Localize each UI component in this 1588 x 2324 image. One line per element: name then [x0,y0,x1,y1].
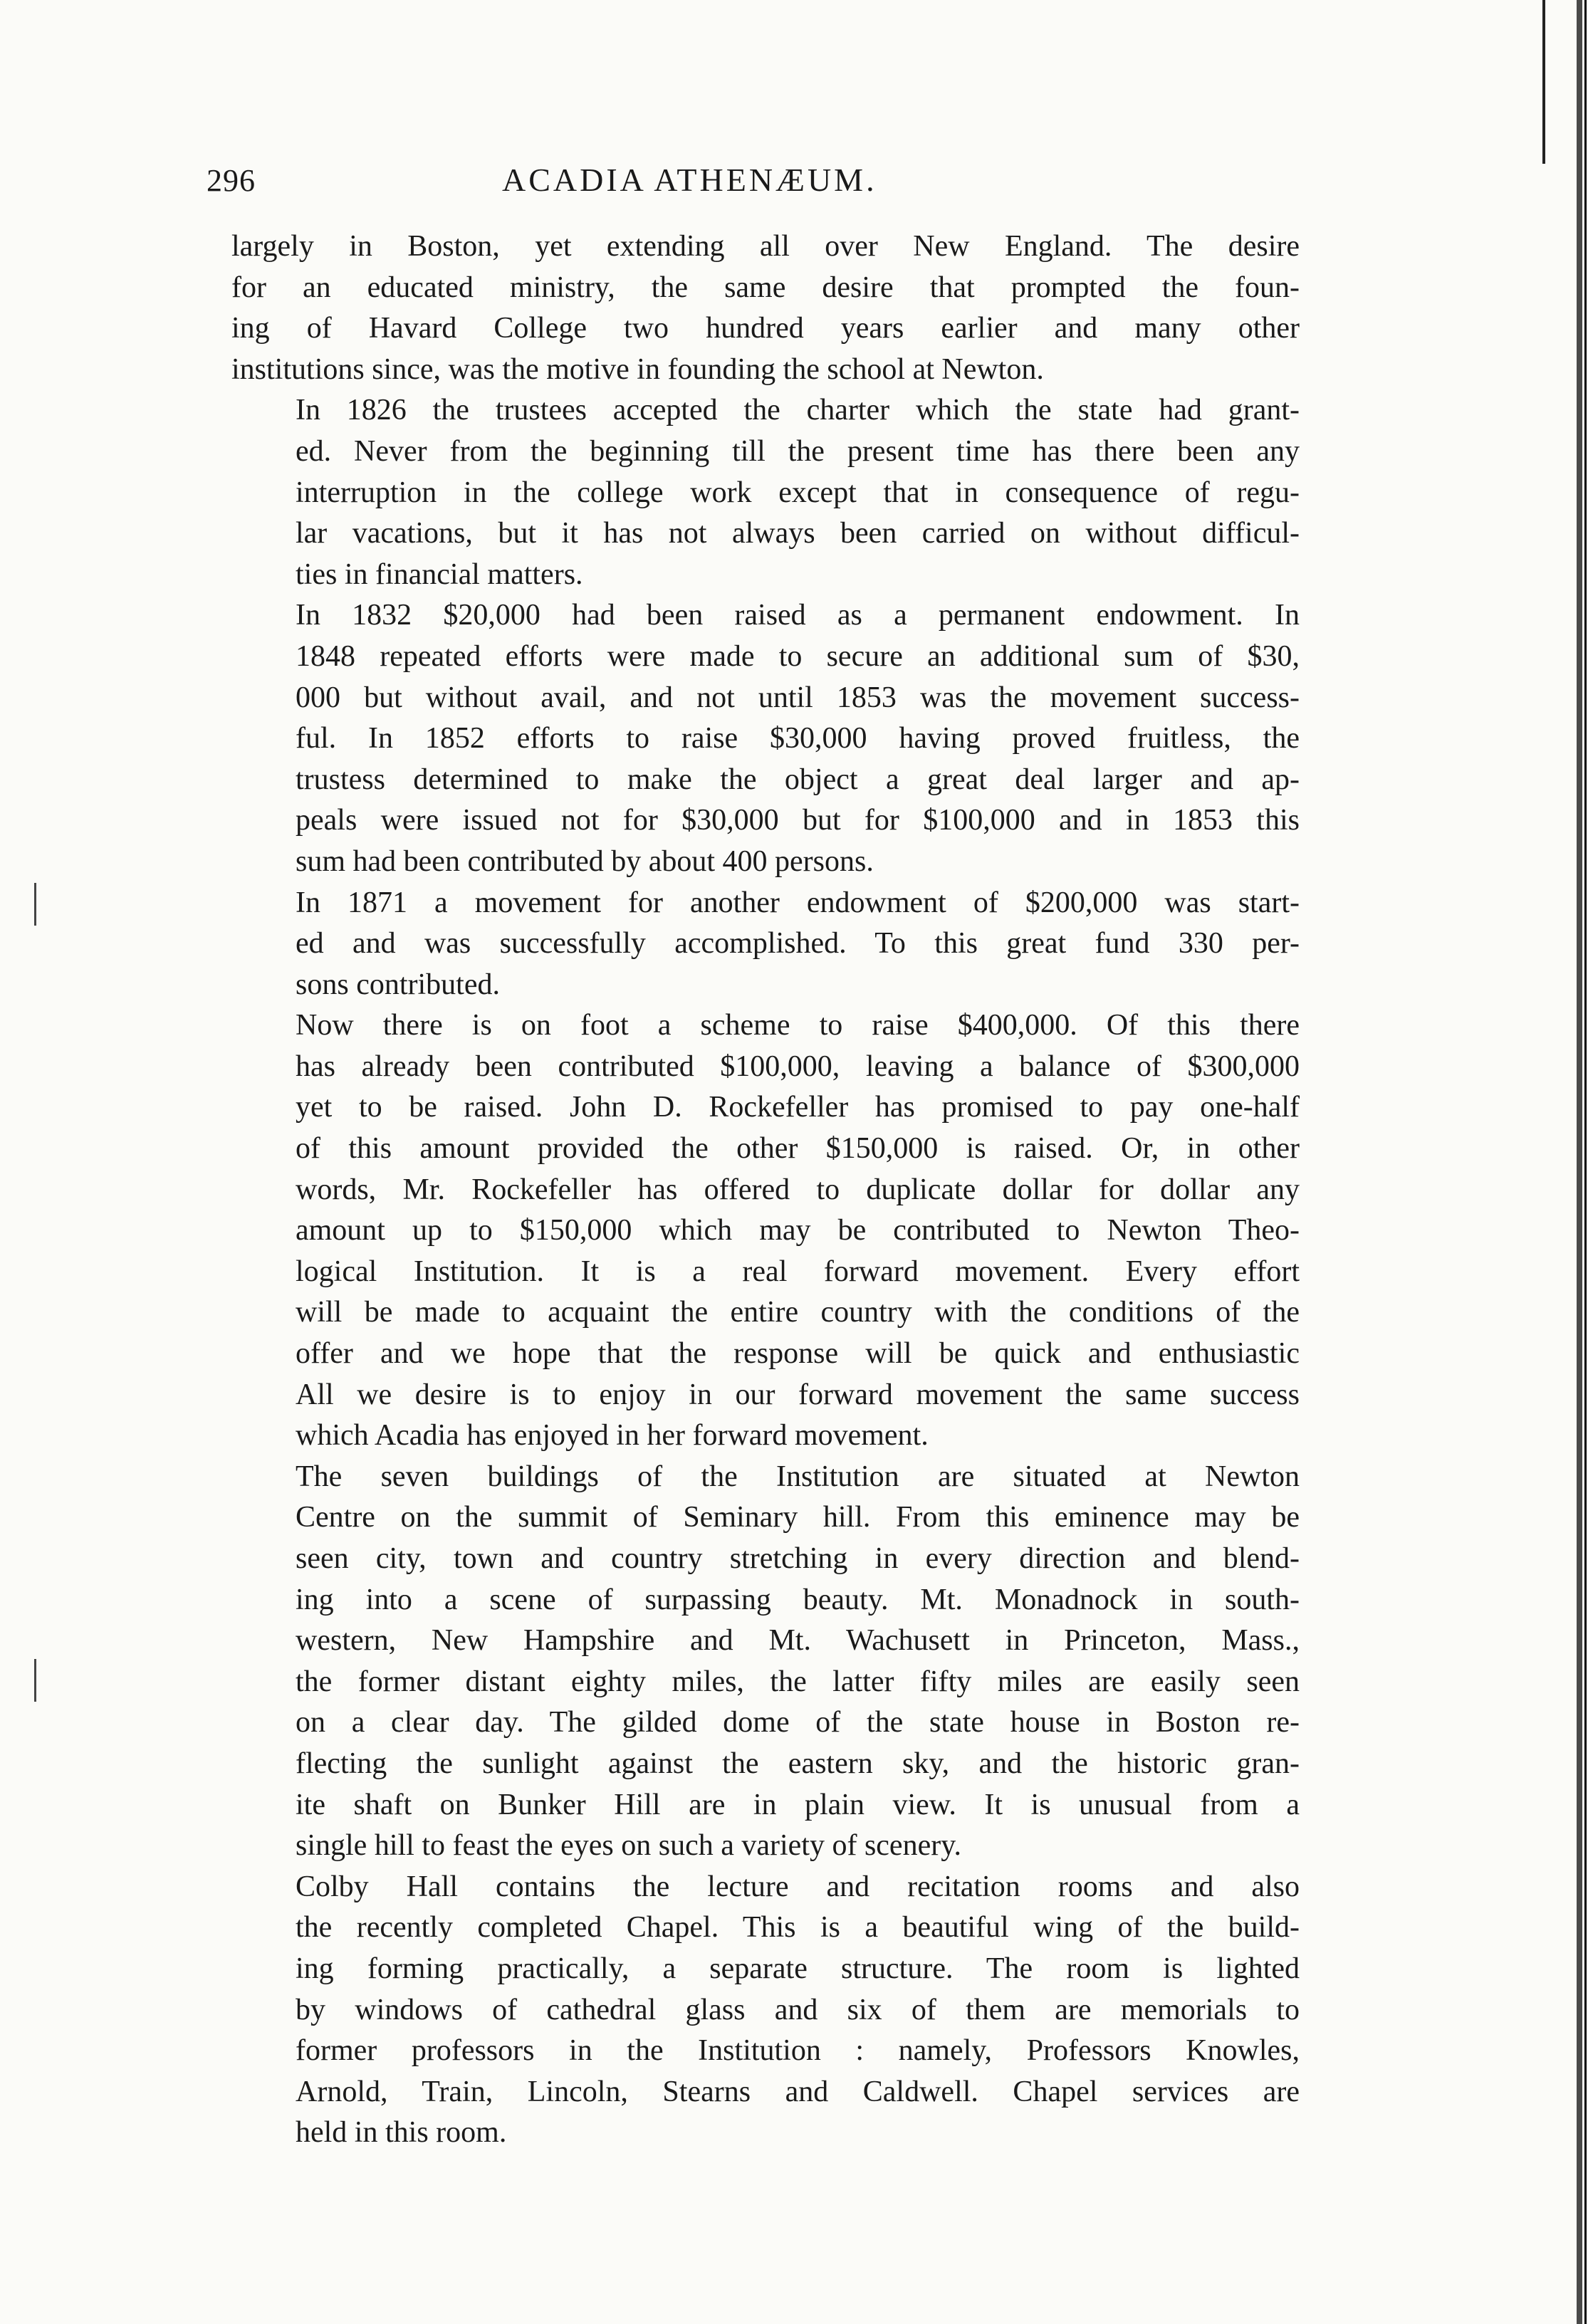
paragraph [231,1457,1300,1867]
scan-artifact-mark [34,883,36,926]
text-line: The seven buildings of the Institution are situated at Newton [296,1460,1300,1493]
text-line: institutions since, was the motive in founding the school at Newton. [231,352,1044,386]
text-line: ed. Never from the beginning till the present time has there been any [296,434,1300,468]
text-line: All we desire is to enjoy in our forward movement the same success [296,1378,1300,1411]
text-line: largely in Boston, yet extending all over New England. The desire [231,230,1300,263]
text-line: will be made to acquaint the entire country with the conditions of the [296,1296,1300,1329]
text-line: of this amount provided the other $150,000 is raised. Or, in other [296,1132,1300,1166]
text-line: ing of Havard College two hundred years earlier and many other [231,312,1300,345]
text-line: the recently completed Chapel. This is a beautiful wing of the build- [296,1911,1300,1944]
text-line: Centre on the summit of Seminary hill. From this eminence may be [296,1501,1300,1534]
text-line: offer and we hope that the response will be quick and enthusiastic [296,1337,1300,1371]
paragraph [231,226,1300,390]
page-header [207,150,1303,214]
running-title: ACADIA ATHENÆUM. [502,162,877,198]
paragraph [231,1867,1300,2154]
text-line: for an educated ministry, the same desire that prompted the foun- [231,271,1300,304]
paragraph [231,390,1300,595]
text-line: western, New Hampshire and Mt. Wachusett in Princeton, Mass., [296,1624,1300,1658]
text-line: Arnold, Train, Lincoln, Stearns and Caldwell. Chapel services are [296,2075,1300,2108]
text-line: ing forming practically, a separate structure. The room is lighted [296,1952,1300,1985]
text-line: trustess determined to make the object a great deal larger and ap- [296,763,1300,796]
body-text [231,226,1300,2154]
text-line: former professors in the Institution : namely, Professors Knowles, [296,2034,1300,2068]
text-line: by windows of cathedral glass and six of them are memorials to [296,1993,1300,2026]
text-line: lar vacations, but it has not always been carried on without difficul- [296,517,1300,550]
page-number: 296 [207,163,256,198]
text-line: words, Mr. Rockefeller has offered to duplicate dollar for dollar any [296,1173,1300,1206]
paragraph [231,595,1300,882]
text-line: logical Institution. It is a real forward movement. Every effort [296,1255,1300,1288]
text-line: held in this room. [296,2116,507,2150]
text-line: sum had been contributed by about 400 persons. [296,844,874,878]
text-line: peals were issued not for $30,000 but for $100,000 and in 1853 this [296,804,1300,837]
text-line: flecting the sunlight against the eastern sky, and the historic gran- [296,1747,1300,1780]
text-line: sons contributed. [296,968,500,1001]
text-line: the former distant eighty miles, the latter fifty miles are easily seen [296,1665,1300,1698]
text-line: interruption in the college work except that in consequence of regu- [296,476,1300,509]
text-line: yet to be raised. John D. Rockefeller has promised to pay one-half [296,1091,1300,1124]
text-line: In 1832 $20,000 had been raised as a permanent endowment. In [296,599,1300,632]
text-line: on a clear day. The gilded dome of the state house in Boston re- [296,1706,1300,1739]
scan-artifact-mark [34,1659,36,1702]
text-line: amount up to $150,000 which may be contributed to Newton Theo- [296,1214,1300,1247]
text-line: ful. In 1852 efforts to raise $30,000 having proved fruitless, the [296,722,1300,755]
text-line: which Acadia has enjoyed in her forward movement. [296,1419,929,1452]
text-line: Now there is on foot a scheme to raise $400,000. Of this there [296,1009,1300,1042]
text-line: seen city, town and country stretching in every direction and blend- [296,1542,1300,1575]
scan-edge-shadow-secondary [1584,0,1587,2324]
text-line: ing into a scene of surpassing beauty. Mt. Monadnock in south- [296,1583,1300,1616]
text-line: 1848 repeated efforts were made to secure an additional sum of $30, [296,639,1300,673]
text-line: In 1826 the trustees accepted the charter which the state had grant- [296,394,1300,427]
text-line: In 1871 a movement for another endowment of $200,000 was start- [296,886,1300,919]
paragraph [231,1005,1300,1457]
text-line: has already been contributed $100,000, leaving a balance of $300,000 [296,1050,1300,1083]
text-line: ed and was successfully accomplished. To this great fund 330 per- [296,927,1300,961]
text-line: Colby Hall contains the lecture and recitation rooms and also [296,1870,1300,1903]
text-line: 000 but without avail, and not until 1853 was the movement success- [296,681,1300,714]
text-line: single hill to feast the eyes on such a variety of scenery. [296,1829,961,1863]
scan-edge-shadow [1577,0,1582,2324]
text-line: ties in financial matters. [296,558,583,591]
paragraph [231,883,1300,1006]
text-line: ite shaft on Bunker Hill are in plain view. It is unusual from a [296,1788,1300,1821]
scan-artifact-mark [1542,0,1545,164]
